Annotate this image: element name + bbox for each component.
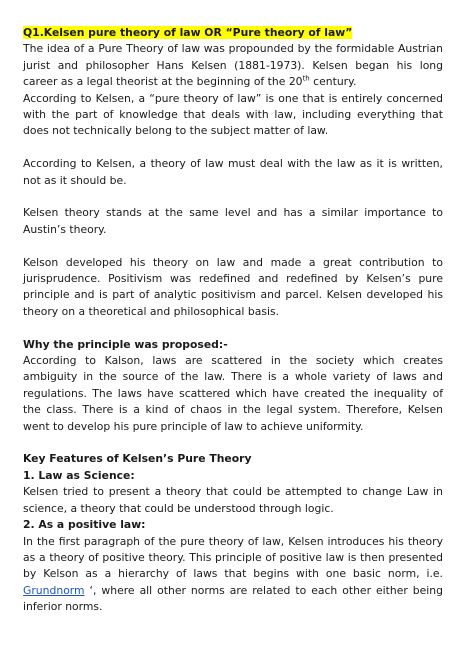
intro-paragraph-2: According to Kelsen, a “pure theory of law” is one that is entirely concerned with the part of knowledge that deals with law, including everything that does not technically belong to the subject matter of law. (23, 91, 443, 138)
intro-paragraph-4: Kelsen theory stands at the same level and has a similar importance to Austin’s theory. (23, 206, 443, 236)
intro-paragraph-1-text: The idea of a Pure Theory of law was propounded by the formidable Austrian jurist and philosopher Hans Kelsen (1881-1973). Kelsen began his long career as a legal theorist at the beginning of the 20 (23, 42, 443, 89)
intro-paragraph-1-end: century. (309, 75, 357, 89)
ordinal-superscript: th (302, 74, 310, 83)
features-heading: Key Features of Kelsen’s Pure Theory (23, 452, 252, 466)
title-line (23, 25, 443, 41)
spacer (23, 320, 443, 336)
feature-1-paragraph: Kelsen tried to present a theory that could be attempted to change Law in science, a theory that could be understood through logic. (23, 485, 443, 515)
feature-2-paragraph (23, 534, 443, 616)
why-heading: Why the principle was proposed:- (23, 337, 228, 351)
spacer (23, 189, 443, 205)
spacer (23, 435, 443, 451)
feature-2-text-end: ‘, where all other norms are related to each other either being inferior norms. (23, 583, 443, 614)
feature-1-heading: 1. Law as Science: (23, 468, 135, 482)
spacer (23, 140, 443, 156)
spacer (23, 238, 443, 254)
feature-2-heading: 2. As a positive law: (23, 518, 146, 532)
intro-paragraph-5: Kelson developed his theory on law and made a great contribution to jurisprudence. Positivism was redefined and redefined by Kelsen’s pure principle and is part of analytic positivism and parcel. Kelsen developed his theory on a theoretical and philosophical basis. (23, 255, 443, 318)
document-title: Q1.Kelsen pure theory of law OR “Pure theory of law” (23, 26, 353, 39)
feature-2-text: In the first paragraph of the pure theory of law, Kelsen introduces his theory as a theory of positive theory. This principle of positive law is then presented by Kelson as a hierarchy of laws that begins with one basic norm, i.e. (23, 534, 443, 581)
grundnorm-link[interactable]: Grundnorm (23, 583, 85, 597)
document-page (23, 25, 443, 616)
why-paragraph: According to Kalson, laws are scattered in the society which creates ambiguity in the source of the law. There is a whole variety of laws and regulations. The laws have scattered which have created the inequality of the class. There is a kind of chaos in the legal system. Therefore, Kelsen went to develop his pure principle of law to achieve uniformity. (23, 354, 443, 433)
intro-paragraph-3: According to Kelsen, a theory of law must deal with the law as it is written, not as it should be. (23, 157, 443, 187)
intro-paragraph-1 (23, 41, 443, 90)
